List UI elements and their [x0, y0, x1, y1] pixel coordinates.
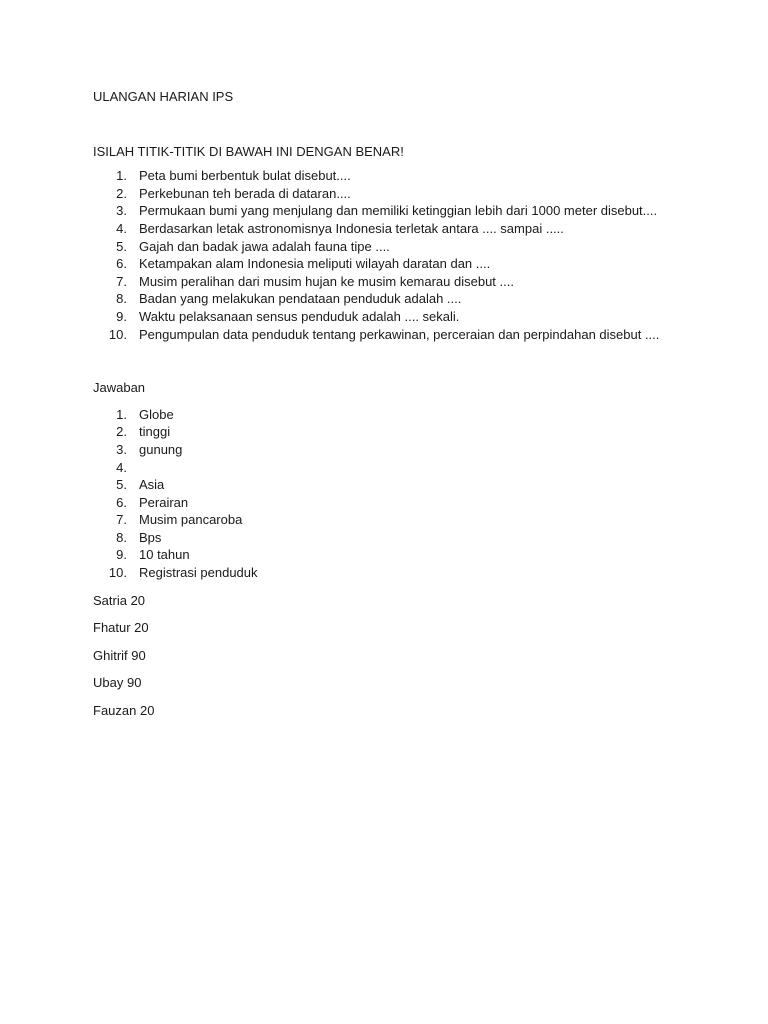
question-text: Pengumpulan data penduduk tentang perkawinan, perceraian dan perpindahan disebut ....	[139, 326, 660, 342]
answer-number: 3.	[116, 441, 127, 457]
question-number: 8.	[116, 291, 127, 307]
answer-number: 9.	[116, 547, 127, 563]
question-text: Peta bumi berbentuk bulat disebut....	[139, 168, 351, 184]
answer-item	[93, 494, 713, 512]
question-number: 1.	[116, 168, 127, 184]
score-line: Fauzan 20	[93, 703, 155, 719]
question-text: Gajah dan badak jawa adalah fauna tipe ....	[139, 238, 390, 254]
answer-number: 7.	[116, 512, 127, 528]
question-item	[93, 238, 713, 256]
answer-text: Registrasi penduduk	[139, 565, 258, 581]
question-text: Berdasarkan letak astronomisnya Indonesia terletak antara .... sampai .....	[139, 220, 564, 236]
question-item	[93, 308, 713, 326]
question-item	[93, 220, 713, 238]
answers-heading: Jawaban	[93, 380, 146, 396]
answer-number: 8.	[116, 529, 127, 545]
answer-number: 6.	[116, 494, 127, 510]
answer-number: 4.	[116, 459, 127, 475]
question-number: 6.	[116, 256, 127, 272]
answer-item	[93, 564, 713, 582]
answer-text: 10 tahun	[139, 547, 190, 563]
answer-text: Globe	[139, 406, 174, 422]
question-item	[93, 255, 713, 273]
answer-text: Asia	[139, 477, 165, 493]
answer-text: Perairan	[139, 494, 189, 510]
question-text: Perkebunan teh berada di dataran....	[139, 185, 351, 201]
question-item	[93, 273, 713, 291]
score-line: Fhatur 20	[93, 620, 149, 636]
answer-item	[93, 511, 713, 529]
question-number: 7.	[116, 273, 127, 289]
answer-number: 10.	[108, 565, 127, 581]
question-item	[93, 290, 713, 308]
document-title: ULANGAN HARIAN IPS	[93, 89, 234, 104]
answer-item	[93, 406, 713, 424]
question-list	[93, 167, 713, 343]
question-item	[93, 326, 713, 344]
answer-number: 5.	[116, 477, 127, 493]
answer-item	[93, 476, 713, 494]
answer-item	[93, 546, 713, 564]
question-text: Musim peralihan dari musim hujan ke musim kemarau disebut ....	[139, 273, 514, 289]
question-text: Ketampakan alam Indonesia meliputi wilayah daratan dan ....	[139, 256, 491, 272]
answer-list	[93, 406, 713, 582]
question-text: Badan yang melakukan pendataan penduduk adalah ....	[139, 291, 462, 307]
question-text: Waktu pelaksanaan sensus penduduk adalah .... sekali.	[139, 308, 460, 324]
score-line: Ghitrif 90	[93, 647, 146, 663]
score-line: Ubay 90	[93, 675, 142, 691]
question-number: 10.	[108, 326, 127, 342]
question-number: 3.	[116, 203, 127, 219]
question-item	[93, 185, 713, 203]
instruction-text: ISILAH TITIK-TITIK DI BAWAH INI DENGAN BENAR!	[93, 143, 404, 159]
answer-text: tinggi	[139, 424, 171, 440]
answer-item	[93, 459, 713, 477]
question-item	[93, 167, 713, 185]
answer-text: Bps	[139, 529, 162, 545]
question-number: 9.	[116, 308, 127, 324]
question-number: 4.	[116, 220, 127, 236]
question-number: 5.	[116, 238, 127, 254]
question-number: 2.	[116, 185, 127, 201]
answer-text: gunung	[139, 441, 183, 457]
score-line: Satria 20	[93, 592, 146, 608]
answer-text: Musim pancaroba	[139, 512, 243, 528]
question-item	[93, 202, 713, 220]
question-text: Permukaan bumi yang menjulang dan memiliki ketinggian lebih dari 1000 meter disebut....	[139, 203, 658, 219]
answer-number: 1.	[116, 406, 127, 422]
document-body	[93, 88, 713, 720]
answer-number: 2.	[116, 424, 127, 440]
answer-item	[93, 529, 713, 547]
answer-item	[93, 441, 713, 459]
answer-item	[93, 423, 713, 441]
